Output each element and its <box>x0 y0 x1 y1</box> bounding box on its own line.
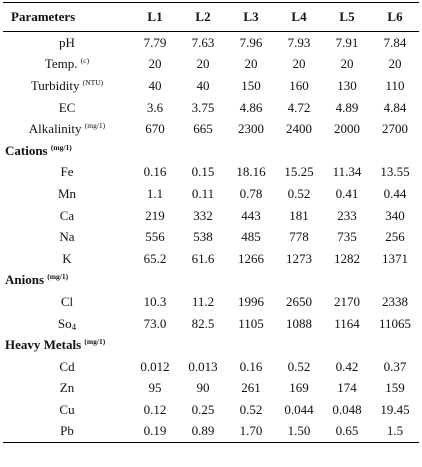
table-cell-l2: 7.63 <box>191 34 215 50</box>
table-row <box>3 183 419 205</box>
parameter-name: Fe <box>60 164 74 180</box>
table-row <box>3 32 419 54</box>
section-title <box>3 140 419 162</box>
parameter-name: So <box>57 315 72 331</box>
table-cell-l6: 13.55 <box>380 164 410 180</box>
table-cell-l4: 169 <box>289 380 309 396</box>
table-cell-l4: 0.044 <box>284 401 314 417</box>
parameter-label <box>3 421 131 443</box>
header-l2: L2 <box>179 3 227 32</box>
table-cell-l3: 1.70 <box>227 421 275 443</box>
table-cell-l6: 1371 <box>382 250 408 266</box>
parameter-label <box>3 32 131 54</box>
table-cell-l5: 0.42 <box>335 358 359 374</box>
parameters-table-container <box>3 2 419 443</box>
table-cell-l2: 40 <box>196 77 210 93</box>
table-cell-l1: 1.1 <box>146 185 164 201</box>
table-cell-l2: 3.75 <box>191 99 215 115</box>
parameter-name: Alkalinity <box>28 121 82 137</box>
section-title-text: Cations <box>5 142 48 158</box>
parameter-name: Temp. <box>44 56 78 72</box>
table-cell-l3: 1105 <box>238 315 264 331</box>
table-cell-l2: 61.6 <box>191 250 215 266</box>
parameter-label <box>3 291 131 313</box>
table-cell-l4: 1.50 <box>275 421 323 443</box>
table-cell-l2: 82.5 <box>191 315 215 331</box>
parameter-name: EC <box>58 99 76 115</box>
table-cell-l4: 2650 <box>286 293 312 309</box>
table-cell-l5: 130 <box>337 77 357 93</box>
parameter-name: pH <box>59 34 75 50</box>
table-cell-l6: 2700 <box>382 121 408 137</box>
table-cell-l1: 0.16 <box>143 164 167 180</box>
table-cell-l5: 4.89 <box>335 99 359 115</box>
table-row <box>3 75 419 97</box>
table-cell-l2: 538 <box>193 229 213 245</box>
table-row <box>3 54 419 76</box>
table-cell-l5: 11.34 <box>332 164 362 180</box>
parameter-label <box>3 248 131 270</box>
table-cell-l5: 7.91 <box>335 34 359 50</box>
parameter-label <box>3 313 131 335</box>
parameter-label <box>3 118 131 140</box>
table-cell-l6: 2338 <box>382 293 408 309</box>
parameter-label <box>3 97 131 119</box>
parameter-label <box>3 183 131 205</box>
table-cell-l1: 20 <box>148 56 162 72</box>
table-cell-l1: 73.0 <box>143 315 167 331</box>
table-cell-l5: 0.41 <box>335 185 359 201</box>
table-row <box>3 97 419 119</box>
table-cell-l2: 20 <box>196 56 210 72</box>
table-cell-l3: 18.16 <box>236 164 266 180</box>
table-cell-l3: 261 <box>241 380 261 396</box>
table-cell-l5: 233 <box>337 207 357 223</box>
table-row <box>3 205 419 227</box>
header-l6: L6 <box>371 3 419 32</box>
table-header-row <box>3 3 419 32</box>
table-cell-l5: 735 <box>337 229 357 245</box>
table-cell-l2: 0.15 <box>191 164 215 180</box>
parameter-unit: (mg/1) <box>84 121 106 131</box>
parameter-name: Turbidity <box>30 77 80 93</box>
parameter-name: Pb <box>60 423 74 439</box>
parameter-label <box>3 75 131 97</box>
table-cell-l1: 0.19 <box>131 421 179 443</box>
table-row <box>3 378 419 400</box>
parameters-table <box>3 2 419 443</box>
parameter-label <box>3 162 131 184</box>
parameter-name: Zn <box>59 380 75 396</box>
section-title <box>3 270 419 292</box>
table-cell-l6: 110 <box>385 77 405 93</box>
table-row <box>3 226 419 248</box>
table-cell-l4: 15.25 <box>284 164 314 180</box>
table-cell-l2: 332 <box>193 207 213 223</box>
table-cell-l3: 20 <box>244 56 258 72</box>
table-cell-l5: 174 <box>337 380 357 396</box>
table-cell-l3: 150 <box>241 77 261 93</box>
table-cell-l5: 2170 <box>334 293 360 309</box>
table-cell-l5: 0.048 <box>332 401 362 417</box>
table-row <box>3 162 419 184</box>
table-cell-l4: 181 <box>289 207 309 223</box>
table-cell-l2: 0.89 <box>179 421 227 443</box>
table-cell-l2: 90 <box>196 380 210 396</box>
parameter-label <box>3 205 131 227</box>
parameter-label <box>3 378 131 400</box>
table-cell-l4: 1273 <box>286 250 312 266</box>
table-cell-l3: 0.78 <box>239 185 263 201</box>
table-cell-l5: 1164 <box>334 315 360 331</box>
table-cell-l1: 7.79 <box>143 34 167 50</box>
table-cell-l5: 2000 <box>334 121 360 137</box>
section-header-row <box>3 140 419 162</box>
section-unit: (mg/1) <box>47 272 69 282</box>
table-row <box>3 421 419 443</box>
table-cell-l4: 1088 <box>286 315 312 331</box>
table-cell-l1: 95 <box>148 380 162 396</box>
table-cell-l4: 0.52 <box>287 185 311 201</box>
table-cell-l3: 485 <box>241 229 261 245</box>
header-l1: L1 <box>131 3 179 32</box>
header-l3: L3 <box>227 3 275 32</box>
table-cell-l2: 665 <box>193 121 213 137</box>
parameter-name: Ca <box>59 207 75 223</box>
parameter-name: Mn <box>57 185 77 201</box>
table-cell-l6: 340 <box>385 207 405 223</box>
table-cell-l3: 2300 <box>238 121 264 137</box>
header-l4: L4 <box>275 3 323 32</box>
table-cell-l6: 0.37 <box>383 358 407 374</box>
table-row <box>3 313 419 335</box>
parameter-unit: (c) <box>80 56 90 66</box>
section-title-text: Heavy Metals <box>5 337 82 353</box>
parameter-label <box>3 226 131 248</box>
table-cell-l1: 670 <box>145 121 165 137</box>
table-cell-l6: 159 <box>385 380 405 396</box>
table-body <box>3 32 419 443</box>
table-cell-l4: 778 <box>289 229 309 245</box>
table-row <box>3 118 419 140</box>
parameter-name: Na <box>59 229 75 245</box>
parameter-name: Cu <box>59 401 75 417</box>
table-row <box>3 291 419 313</box>
table-cell-l1: 556 <box>145 229 165 245</box>
table-cell-l1: 65.2 <box>143 250 167 266</box>
table-cell-l5: 1282 <box>334 250 360 266</box>
table-cell-l6: 4.84 <box>383 99 407 115</box>
table-cell-l4: 0.52 <box>287 358 311 374</box>
table-row <box>3 356 419 378</box>
table-cell-l4: 7.93 <box>287 34 311 50</box>
table-cell-l6: 20 <box>388 56 402 72</box>
table-cell-l6: 11065 <box>378 315 412 331</box>
table-cell-l2: 0.25 <box>191 401 215 417</box>
table-cell-l1: 0.12 <box>143 401 167 417</box>
table-cell-l6: 1.5 <box>371 421 419 443</box>
table-row <box>3 399 419 421</box>
table-cell-l6: 7.84 <box>383 34 407 50</box>
section-unit: (mg/1) <box>50 142 72 152</box>
table-row <box>3 248 419 270</box>
header-parameters: Parameters <box>3 3 131 32</box>
table-cell-l4: 160 <box>289 77 309 93</box>
section-title <box>3 334 419 356</box>
table-cell-l3: 7.96 <box>239 34 263 50</box>
parameter-unit: (NTU) <box>82 77 104 87</box>
section-header-row <box>3 270 419 292</box>
table-cell-l4: 4.72 <box>287 99 311 115</box>
table-cell-l2: 0.11 <box>191 185 215 201</box>
table-cell-l3: 443 <box>241 207 261 223</box>
table-cell-l3: 1996 <box>238 293 264 309</box>
table-cell-l5: 20 <box>340 56 354 72</box>
table-cell-l3: 0.16 <box>239 358 263 374</box>
table-cell-l6: 0.44 <box>383 185 407 201</box>
parameter-name: Cl <box>60 293 74 309</box>
table-cell-l6: 19.45 <box>380 401 410 417</box>
section-unit: (mg/1) <box>84 337 106 347</box>
table-cell-l1: 219 <box>145 207 165 223</box>
table-cell-l3: 1266 <box>238 250 264 266</box>
table-cell-l1: 40 <box>148 77 162 93</box>
parameter-subscript: 4 <box>71 321 77 332</box>
parameter-label <box>3 356 131 378</box>
table-cell-l4: 20 <box>292 56 306 72</box>
table-cell-l1: 10.3 <box>143 293 167 309</box>
parameter-name: Cd <box>59 358 75 374</box>
table-cell-l5: 0.65 <box>323 421 371 443</box>
parameter-label <box>3 399 131 421</box>
parameter-name: K <box>62 250 72 266</box>
parameter-label <box>3 54 131 76</box>
table-cell-l6: 256 <box>385 229 405 245</box>
table-cell-l3: 4.86 <box>239 99 263 115</box>
table-cell-l2: 0.013 <box>188 358 218 374</box>
section-title-text: Anions <box>5 272 45 288</box>
table-cell-l1: 3.6 <box>146 99 164 115</box>
section-header-row <box>3 334 419 356</box>
table-cell-l3: 0.52 <box>239 401 263 417</box>
header-l5: L5 <box>323 3 371 32</box>
table-cell-l4: 2400 <box>286 121 312 137</box>
table-cell-l1: 0.012 <box>140 358 170 374</box>
table-cell-l2: 11.2 <box>191 293 215 309</box>
